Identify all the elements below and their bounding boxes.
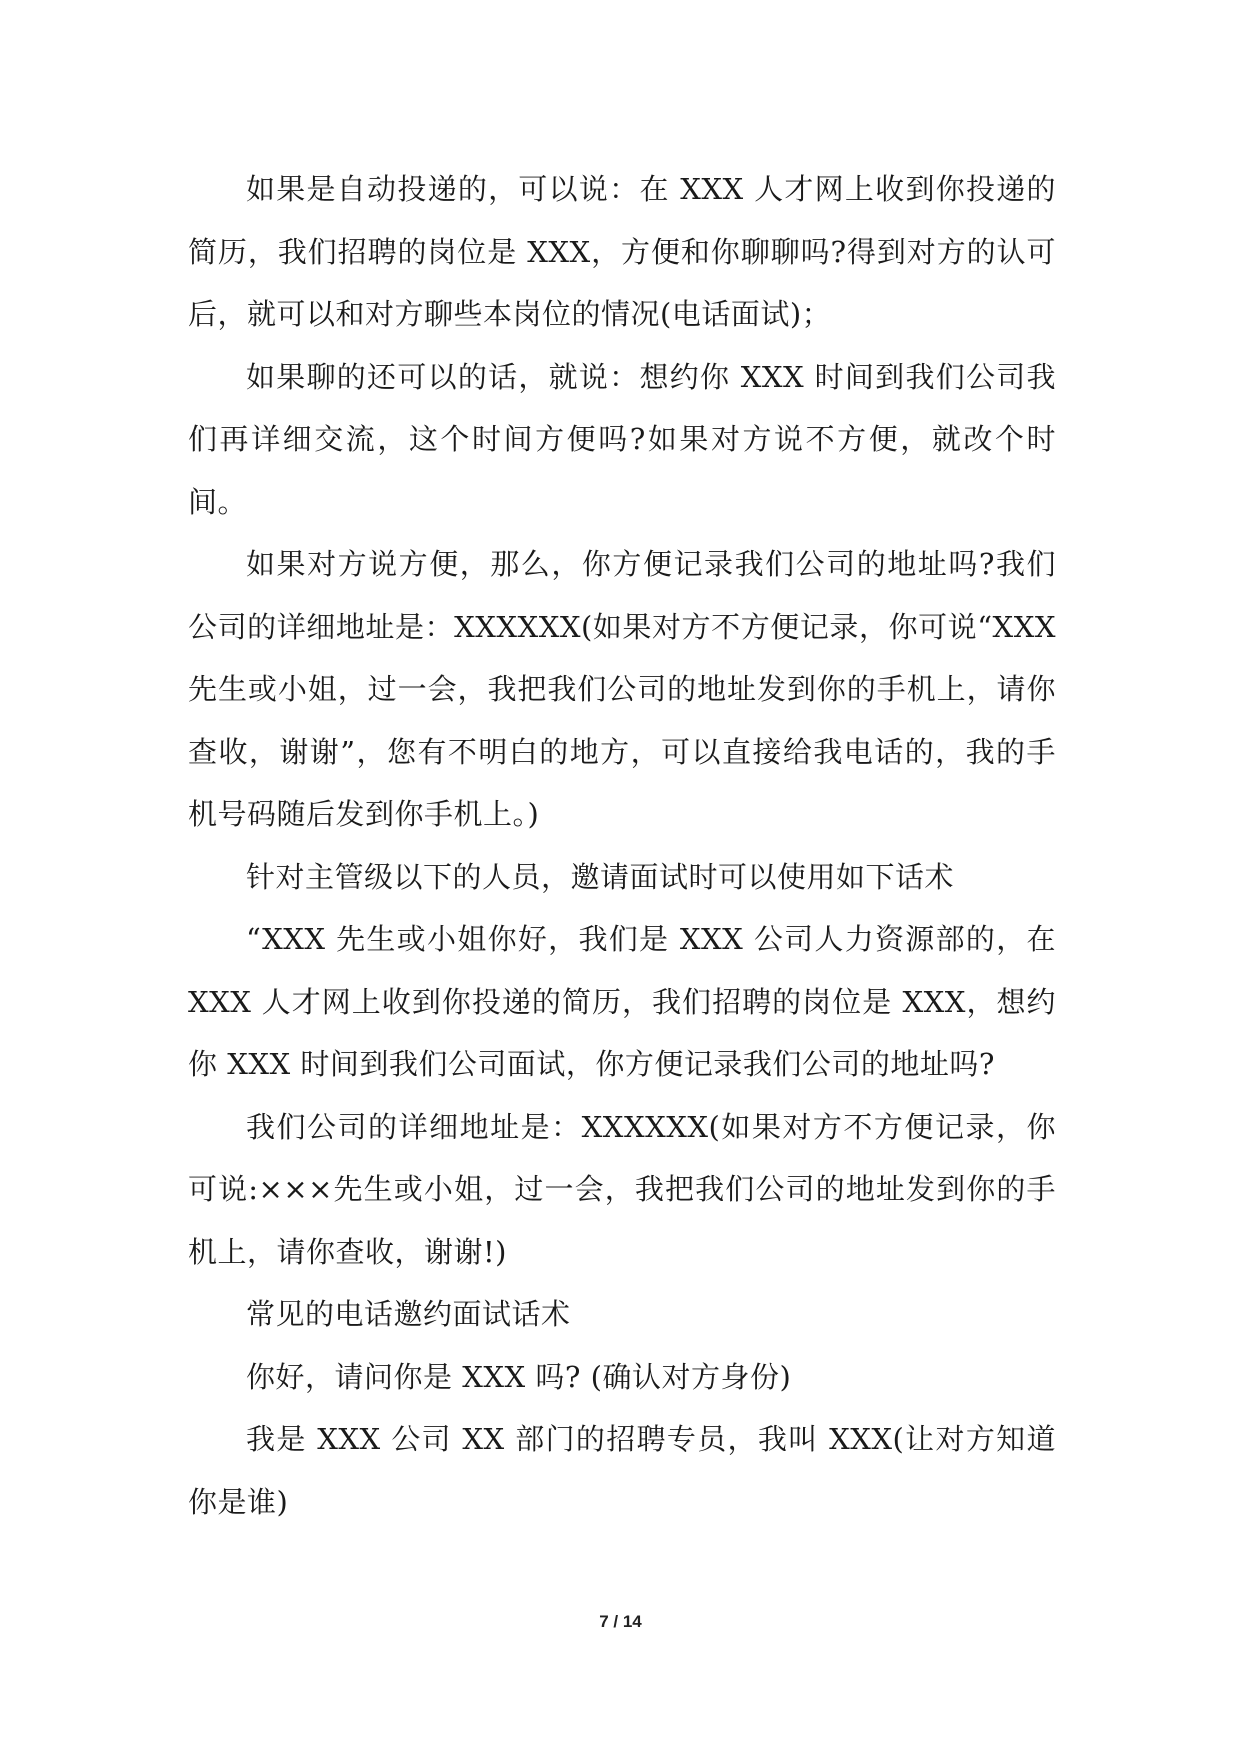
paragraph-auto-delivery: 如果是自动投递的，可以说：在 XXX 人才网上收到你投递的简历，我们招聘的岗位是 XXX，方便和你聊聊吗?得到对方的认可后，就可以和对方聊些本岗位的情况(电话面试)； <box>188 172 1056 331</box>
paragraph-invitation-script: “XXX 先生或小姐你好，我们是 XXX 公司人力资源部的，在 XXX 人才网上收到你投递的简历，我们招聘的岗位是 XXX，想约你 XXX 时间到我们公司面试，你方便记录我们公司的地址吗? <box>188 922 1056 1081</box>
paragraph-company-address: 如果对方说方便，那么，你方便记录我们公司的地址吗?我们公司的详细地址是：XXXXXX(如果对方不方便记录，你可说“XXX 先生或小姐，过一会，我把我们公司的地址发到你的手机上，请你查收，谢谢”，您有不明白的地方，可以直接给我电话的，我的手机号码随后发到你手机上。) <box>188 547 1056 831</box>
page-number: 7 / 14 <box>599 1612 642 1631</box>
paragraph-confirm-identity: 你好，请问你是 XXX 吗? (确认对方身份) <box>246 1359 792 1394</box>
paragraph-below-supervisor-heading: 针对主管级以下的人员，邀请面试时可以使用如下话术 <box>246 859 955 894</box>
paragraph-schedule-time: 如果聊的还可以的话，就说：想约你 XXX 时间到我们公司我们再详细交流，这个时间方便吗?如果对方说不方便，就改个时间。 <box>188 359 1056 519</box>
paragraph-common-phone-script-heading: 常见的电话邀约面试话术 <box>246 1297 571 1331</box>
document-body <box>188 158 1056 1533</box>
paragraph-introduce-self: 我是 XXX 公司 XX 部门的招聘专员，我叫 XXX(让对方知道你是谁) <box>188 1422 1056 1519</box>
paragraph-detailed-address: 我们公司的详细地址是：XXXXXX(如果对方不方便记录，你可说:×××先生或小姐，过一会，我把我们公司的地址发到你的手机上，请你查收，谢谢!) <box>188 1109 1056 1269</box>
